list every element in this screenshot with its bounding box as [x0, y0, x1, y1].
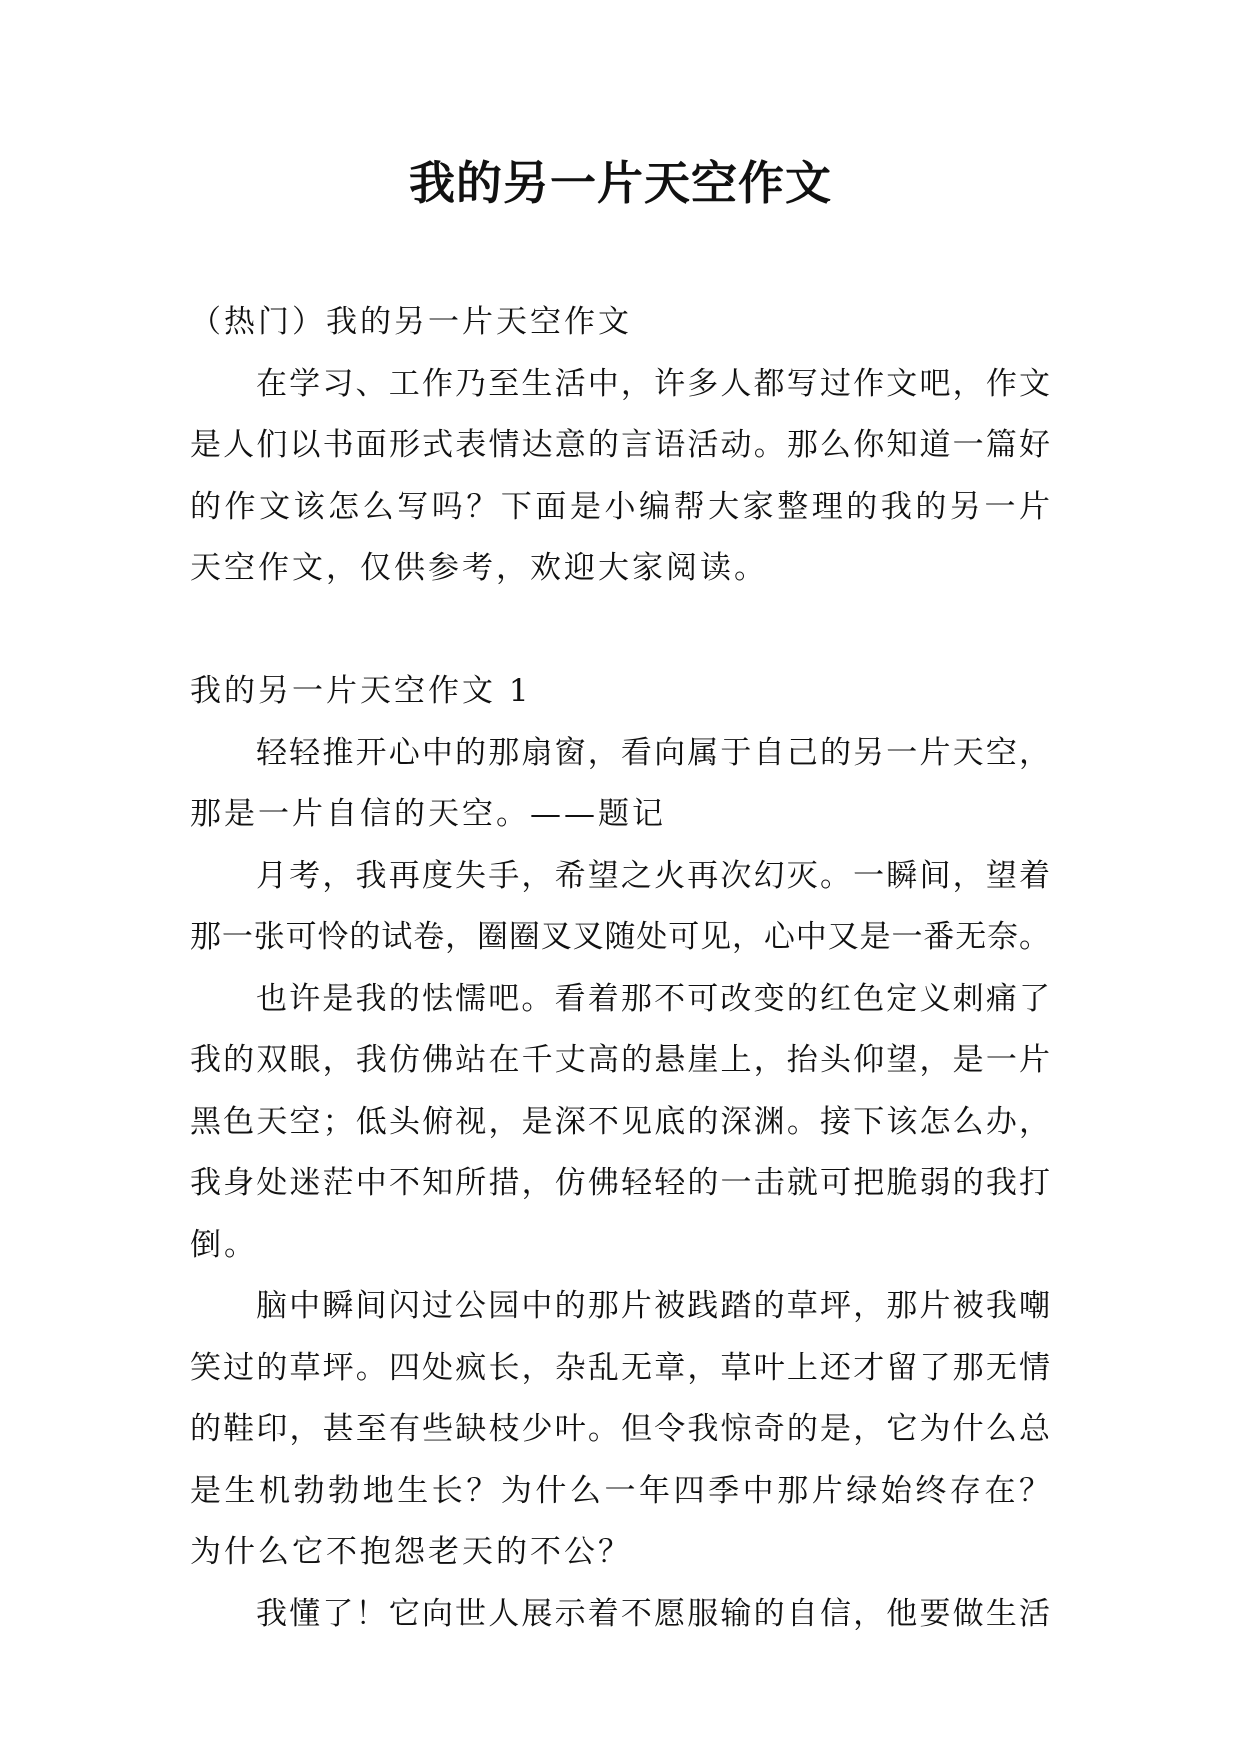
para3-line-2: 我的双眼，我仿佛站在千丈高的悬崖上，抬头仰望，是一片 [190, 1042, 1050, 1078]
intro-line-1: 在学习、工作乃至生活中，许多人都写过作文吧，作文 [256, 365, 1050, 402]
intro-line-2: 是人们以书面形式表情达意的言语活动。那么你知道一篇好 [190, 427, 1050, 463]
para2-line-2: 那一张可怜的试卷，圈圈叉叉随处可见，心中又是一番无奈。 [190, 919, 1050, 955]
paragraph-spacer [190, 600, 1050, 662]
para1-line-2: 那是一片自信的天空。——题记 [190, 796, 666, 832]
para4-line-2: 笑过的草坪。四处疯长，杂乱无章，草叶上还才留了那无情 [190, 1349, 1050, 1386]
para2-line-1: 月考，我再度失手，希望之火再次幻灭。一瞬间，望着 [256, 857, 1050, 894]
para1-line-1: 轻轻推开心中的那扇窗，看向属于自己的另一片天空， [256, 734, 1050, 771]
para3-line-5: 倒。 [190, 1226, 258, 1263]
para3-line-1: 也许是我的怯懦吧。看着那不可改变的红色定义刺痛了 [256, 980, 1050, 1017]
para4-line-4: 是生机勃勃地生长？为什么一年四季中那片绿始终存在？ [190, 1472, 1050, 1509]
document-body [190, 292, 1050, 1645]
para5-line-1: 我懂了！它向世人展示着不愿服输的自信，他要做生活 [256, 1595, 1050, 1632]
para4-line-5: 为什么它不抱怨老天的不公？ [190, 1534, 632, 1570]
para4-line-1: 脑中瞬间闪过公园中的那片被践踏的草坪，那片被我嘲 [256, 1288, 1050, 1324]
section-heading: 我的另一片天空作文 1 [190, 673, 532, 709]
document-title: 我的另一片天空作文 [409, 156, 832, 210]
para3-line-3: 黑色天空；低头俯视，是深不见底的深渊。接下该怎么办， [190, 1103, 1050, 1140]
intro-line-3: 的作文该怎么写吗？下面是小编帮大家整理的我的另一片 [190, 488, 1050, 525]
subtitle-line: （热门）我的另一片天空作文 [190, 304, 632, 340]
intro-line-4: 天空作文，仅供参考，欢迎大家阅读。 [190, 550, 768, 586]
para3-line-4: 我身处迷茫中不知所措，仿佛轻轻的一击就可把脆弱的我打 [190, 1165, 1050, 1201]
para4-line-3: 的鞋印，甚至有些缺枝少叶。但令我惊奇的是，它为什么总 [190, 1411, 1050, 1447]
